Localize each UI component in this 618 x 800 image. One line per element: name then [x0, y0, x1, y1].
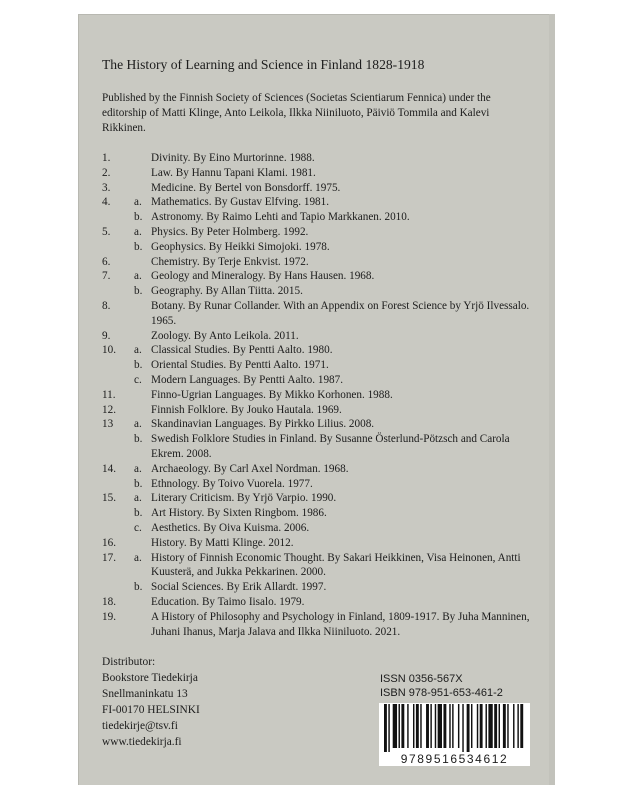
series-entry-text: Physics. By Peter Holmberg. 1992. [151, 225, 309, 238]
series-entry [102, 373, 542, 388]
series-entry [102, 580, 542, 595]
series-title: The History of Learning and Science in Finland 1828-1918 [102, 57, 425, 72]
series-entry-text: History. By Matti Klinge. 2012. [151, 536, 294, 549]
series-entry [102, 151, 542, 166]
series-entry-number [102, 358, 134, 373]
series-entry [102, 210, 542, 225]
barcode-bar [488, 704, 492, 748]
series-entry-text: Finnish Folklore. By Jouko Hautala. 1969. [151, 403, 342, 416]
series-entry-number: 2. [102, 166, 111, 179]
series-entry-text: Aesthetics. By Oiva Kuisma. 2006. [151, 521, 310, 534]
series-entry-letter: b. [134, 581, 143, 594]
series-entry-number [102, 506, 134, 521]
barcode-bar [393, 704, 397, 748]
series-entry-text: Archaeology. By Carl Axel Nordman. 1968. [151, 462, 349, 475]
series-entry-text: Art History. By Sixten Ringbom. 1986. [151, 507, 327, 520]
series-entry-letter: a. [134, 270, 142, 283]
series-entry-text: Botany. By Runar Collander. With an Appendix on Forest Science by Yrjö Ilvessalo. 1965. [151, 299, 530, 327]
barcode-bar [477, 704, 478, 748]
distributor-web: www.tiedekirja.fi [102, 736, 182, 749]
series-entry-number: 4. [102, 196, 111, 209]
barcode-bar [452, 704, 453, 748]
book-spine-edge [548, 14, 555, 785]
series-entry-letter: b. [134, 359, 143, 372]
series-entry [102, 462, 542, 477]
series-entry [102, 255, 542, 270]
series-entry-text: Geography. By Allan Tiitta. 2015. [151, 285, 303, 298]
series-entry-letter: a. [134, 492, 142, 505]
series-entry-text: Skandinavian Languages. By Pirkko Lilius. 2008. [151, 418, 375, 431]
series-entry-text: Finno-Ugrian Languages. By Mikko Korhonen. 1988. [151, 388, 393, 401]
barcode-bar [407, 704, 408, 748]
series-entry [102, 388, 542, 403]
barcode-bar [462, 704, 463, 752]
series-entry-number [102, 210, 134, 225]
barcode-bar [438, 704, 442, 748]
barcode-bar [503, 704, 506, 748]
barcode-bar [430, 704, 431, 748]
series-entry-letter: a. [134, 344, 142, 357]
series-entry-text: Ethnology. By Toivo Vuorela. 1977. [151, 477, 313, 490]
series-entry-letter [134, 255, 151, 270]
series-entry-number: 12. [102, 403, 116, 416]
series-entry-number: 7. [102, 270, 111, 283]
identifiers-block [380, 672, 503, 700]
barcode-bar [517, 704, 518, 748]
series-entry-text: Classical Studies. By Pentti Aalto. 1980. [151, 344, 333, 357]
series-entry-letter: a. [134, 551, 142, 564]
barcode-bar [388, 704, 389, 752]
series-entry-number: 10. [102, 344, 116, 357]
barcode-bar [399, 704, 400, 748]
series-entry [102, 432, 542, 462]
series-entry-text: Divinity. By Eino Murtorinne. 1988. [151, 152, 315, 164]
series-entry [102, 521, 542, 536]
series-entry [102, 269, 542, 284]
series-entry-letter [134, 151, 151, 166]
series-entry-letter [134, 388, 151, 403]
barcode-bar [513, 704, 514, 748]
series-entry [102, 551, 542, 581]
isbn-number: ISBN 978-951-653-461-2 [380, 687, 503, 700]
series-entry-letter [134, 166, 151, 181]
series-entry-number: 19. [102, 610, 116, 623]
series-entry-text: Chemistry. By Terje Enkvist. 1972. [151, 255, 309, 268]
series-entry-number: 13 [102, 418, 114, 431]
series-entry-number [102, 521, 134, 536]
series-entry-letter [134, 329, 151, 344]
series-entry-letter [134, 595, 151, 610]
issn-number: ISSN 0356-567X [380, 673, 463, 685]
series-entry-text: Modern Languages. By Pentti Aalto. 1987. [151, 373, 344, 386]
series-entry-text: Mathematics. By Gustav Elfving. 1981. [151, 196, 330, 209]
series-entry-letter: a. [134, 418, 142, 431]
series-entry-number: 18. [102, 595, 116, 608]
barcode-bar [458, 704, 459, 748]
series-entry [102, 195, 542, 210]
barcode-bar [435, 704, 436, 748]
series-entry [102, 610, 542, 640]
series-entry-letter: b. [134, 285, 143, 298]
series-entry-letter: a. [134, 462, 142, 475]
series-entry-number: 15. [102, 492, 116, 505]
series-entry [102, 166, 542, 181]
barcode-bar [401, 704, 404, 748]
barcode-bar [467, 704, 470, 752]
series-entry-letter: b. [134, 507, 143, 520]
series-entry [102, 329, 542, 344]
series-entry [102, 506, 542, 521]
barcode-bar [494, 704, 497, 748]
series-entry-text: History of Finnish Economic Thought. By Sakari Heikkinen, Visa Heinonen, Antti Kuusterä, and Jukka Pekkarinen. 2000. [151, 551, 521, 579]
series-entry-text: Oriental Studies. By Pentti Aalto. 1971. [151, 359, 329, 372]
series-entry-number: 9. [102, 329, 111, 342]
series-entry-number [102, 373, 134, 388]
series-entry [102, 225, 542, 240]
series-entry [102, 358, 542, 373]
series-entry [102, 299, 542, 329]
series-entry-number: 5. [102, 225, 111, 238]
series-entry-number: 14. [102, 462, 116, 475]
series-entry [102, 491, 542, 506]
series-entry-letter: c. [134, 521, 142, 534]
series-entry-number [102, 432, 134, 462]
series-entry-letter: c. [134, 373, 142, 386]
isbn-barcode [382, 704, 527, 752]
distributor-heading: Distributor: [102, 656, 156, 668]
series-entry-letter [134, 181, 151, 196]
series-entry [102, 240, 542, 255]
series-entry-letter: a. [134, 196, 142, 209]
series-entry-letter [134, 403, 151, 418]
barcode-bar [443, 704, 446, 748]
series-entry-number: 17. [102, 551, 116, 564]
barcode-bar [384, 704, 387, 752]
series-entry-number [102, 580, 134, 595]
series-entry-text: A History of Philosophy and Psychology in Finland, 1809-1917. By Juha Manninen, Juhani Ihanus, Marja Jalava and Ilkka Niiniluoto. 2021. [151, 610, 530, 638]
series-entry-letter: b. [134, 240, 143, 253]
distributor-block [102, 654, 200, 751]
barcode-bar [426, 704, 429, 748]
barcode-bar [471, 704, 472, 748]
distributor-city: FI-00170 HELSINKI [102, 704, 200, 717]
series-entry [102, 181, 542, 196]
series-entry-text: Zoology. By Anto Leikola. 2011. [151, 329, 299, 342]
series-entry [102, 417, 542, 432]
barcode-bar [416, 704, 419, 748]
barcode-bar [449, 704, 450, 748]
series-entry [102, 343, 542, 358]
barcode-digits: 9789516534612 [379, 752, 530, 766]
publisher-note: Published by the Finnish Society of Sciences (Societas Scientiarum Fennica) under the editorship of Matti Klinge, Anto Leikola, Ilkka Niiniluoto, Päiviö Tommila and Kalevi Rikkinen. [102, 92, 491, 134]
barcode-bar [420, 704, 421, 748]
series-entry-text: Swedish Folklore Studies in Finland. By Susanne Österlund-Pötzsch and Carola Ekrem. 2008. [151, 433, 510, 460]
series-entry-letter [134, 536, 151, 551]
series-entry-number: 16. [102, 536, 116, 549]
series-entry-letter: b. [134, 477, 143, 490]
series-entry-number: 8. [102, 299, 111, 312]
distributor-street: Snellmaninkatu 13 [102, 688, 188, 701]
series-entry [102, 284, 542, 299]
series-entry-text: Education. By Taimo Iisalo. 1979. [151, 595, 305, 608]
series-entry-text: Geology and Mineralogy. By Hans Hausen. 1968. [151, 270, 375, 283]
barcode-bar [486, 704, 487, 748]
series-entry [102, 403, 542, 418]
series-entry-number: 6. [102, 255, 111, 268]
barcode-bar [480, 704, 483, 748]
series-entry-text: Law. By Hannu Tapani Klami. 1981. [151, 166, 316, 179]
series-entry-letter: b. [134, 433, 143, 446]
series-entry-text: Medicine. By Bertel von Bonsdorff. 1975. [151, 181, 341, 194]
series-entry-text: Geophysics. By Heikki Simojoki. 1978. [151, 240, 330, 253]
series-entry-text: Literary Criticism. By Yrjö Varpio. 1990. [151, 492, 337, 505]
series-entry-number: 1. [102, 152, 111, 164]
series-entry [102, 595, 542, 610]
barcode-bar [413, 704, 414, 748]
barcode-bar [499, 704, 500, 748]
barcode-bar [520, 704, 523, 748]
distributor-name: Bookstore Tiedekirja [102, 672, 198, 685]
series-entry-number: 11. [102, 388, 116, 401]
distributor-email: tiedekirje@tsv.fi [102, 720, 178, 733]
series-entry-number: 3. [102, 181, 111, 194]
series-entry [102, 536, 542, 551]
series-entry [102, 477, 542, 492]
series-entry-letter [134, 610, 151, 640]
series-entry-letter: b. [134, 211, 143, 224]
series-entry-number [102, 477, 134, 492]
series-entry-number [102, 240, 134, 255]
series-entry-number [102, 284, 134, 299]
series-volume-list [102, 151, 542, 639]
series-entry-letter: a. [134, 225, 142, 238]
series-entry-text: Social Sciences. By Erik Allardt. 1997. [151, 581, 327, 594]
series-entry-text: Astronomy. By Raimo Lehti and Tapio Markkanen. 2010. [151, 211, 410, 224]
series-entry-letter [134, 299, 151, 329]
barcode-bar [507, 704, 508, 748]
